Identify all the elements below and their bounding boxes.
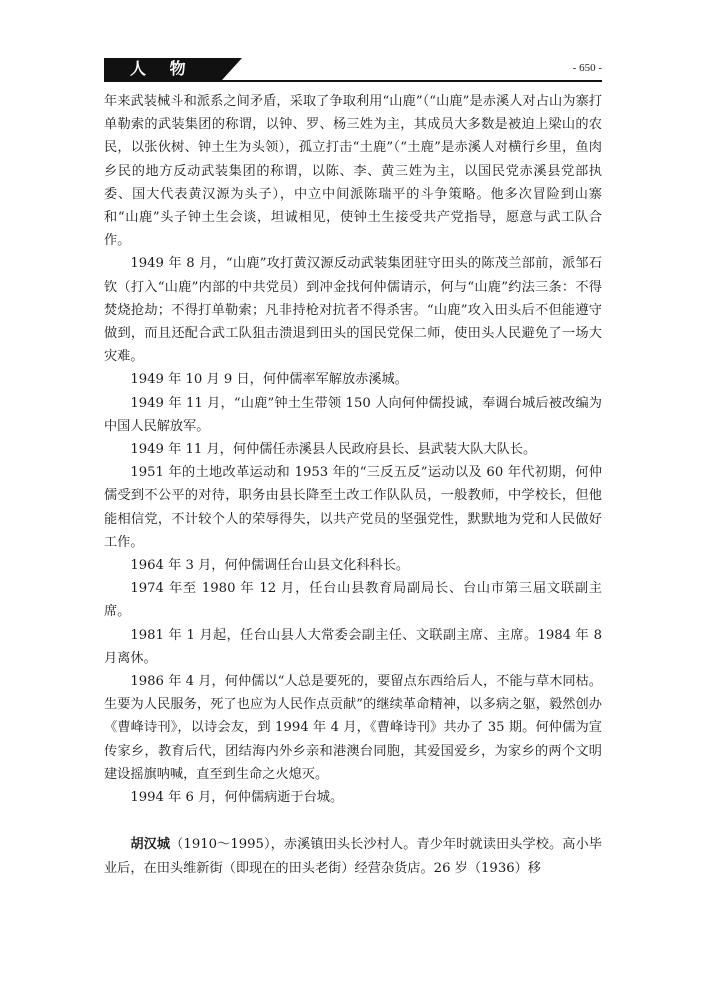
body-text [104, 90, 602, 880]
header-rule [104, 80, 602, 82]
page-number: - 650 - [572, 62, 602, 74]
paragraph: 1949 年 8 月，“山鹿”攻打黄汉源反动武装集团驻守田头的陈茂兰部前，派邹石钦（打入“山鹿”内部的中共党员）到冲金找何仲儒请示，何与“山鹿”约法三条：不得焚烧抢劫；不得打单勒索；凡非持枪对抗者不得杀害。“山鹿”攻入田头后不但能遵守做到，而且还配合武工队狙击溃退到田头的国民党保二师，使田头人民避免了一场大灾难。 [104, 256, 602, 365]
paragraph: 1981 年 1 月起，任台山县人大常委会副主任、文联副主席、主席。1984 年 8 月离休。 [104, 627, 602, 666]
paragraph: 1949 年 10 月 9 日，何仲儒率军解放赤溪城。 [130, 372, 408, 388]
paragraph: 1951 年的土地改革运动和 1953 年的“三反五反”运动以及 60 年代初期，何仲儒受到不公平的对待，职务由县长降至土改工作队队员，一般教师，中学校长，但他能相信党，不计较个人的荣辱得失，以共产党员的坚强党性，默默地为党和人民做好工作。 [104, 465, 602, 550]
biography-entry [104, 833, 602, 879]
section-title: 人 物 [130, 59, 195, 78]
biography-name: 胡汉城 [130, 837, 171, 853]
paragraph: 1994 年 6 月，何仲儒病逝于台城。 [130, 790, 344, 806]
section-tab-slant [222, 58, 242, 80]
biography-text: （1910～1995），赤溪镇田头长沙村人。青少年时就读田头学校。高小毕业后，在田头维新街（即现在的田头老街）经营杂货店。26 岁（1936）移 [104, 837, 602, 876]
paragraph: 年来武装械斗和派系之间矛盾，采取了争取利用“山鹿”（“山鹿”是赤溪人对占山为寨打单勒索的武装集团的称谓，以钟、罗、杨三姓为主，其成员大多数是被迫上梁山的农民，以张伙树、钟土生为头领），孤立打击“土鹿”（“土鹿”是赤溪人对横行乡里，鱼肉乡民的地方反动武装集团的称谓，以陈、李、黄三姓为主，以国民党赤溪县党部执委、国大代表黄汉源为头子），中立中间派陈瑞平的斗争策略。他多次冒险到山寨和“山鹿”头子钟土生会谈，坦诚相见，使钟土生接受共产党指导，愿意与武工队合作。 [104, 94, 602, 249]
paragraph: 1949 年 11 月，何仲儒任赤溪县人民政府县长、县武装大队大队长。 [130, 442, 537, 458]
paragraph: 1949 年 11 月，“山鹿”钟土生带领 150 人向何仲儒投诚，奉调台城后被改编为中国人民解放军。 [104, 395, 602, 434]
paragraph: 1986 年 4 月，何仲儒以“人总是要死的，要留点东西给后人，不能与草木同枯。生要为人民服务，死了也应为人民作点贡献”的继续革命精神，以多病之躯，毅然创办《曹峰诗刊》，以诗会友，到 1994 年 4 月，《曹峰诗刊》共办了 35 期。何仲儒为宣传家乡，教育后代，团结海内外乡亲和港澳台同胞，其爱国爱乡，为家乡的两个文明建设摇旗呐喊，直至到生命之火熄灭。 [104, 674, 602, 782]
paragraph: 1974 年至 1980 年 12 月，任台山县教育局副局长、台山市第三届文联副主席。 [104, 581, 602, 620]
paragraph: 1964 年 3 月，何仲儒调任台山县文化科科长。 [130, 558, 410, 574]
page-header [104, 58, 602, 82]
